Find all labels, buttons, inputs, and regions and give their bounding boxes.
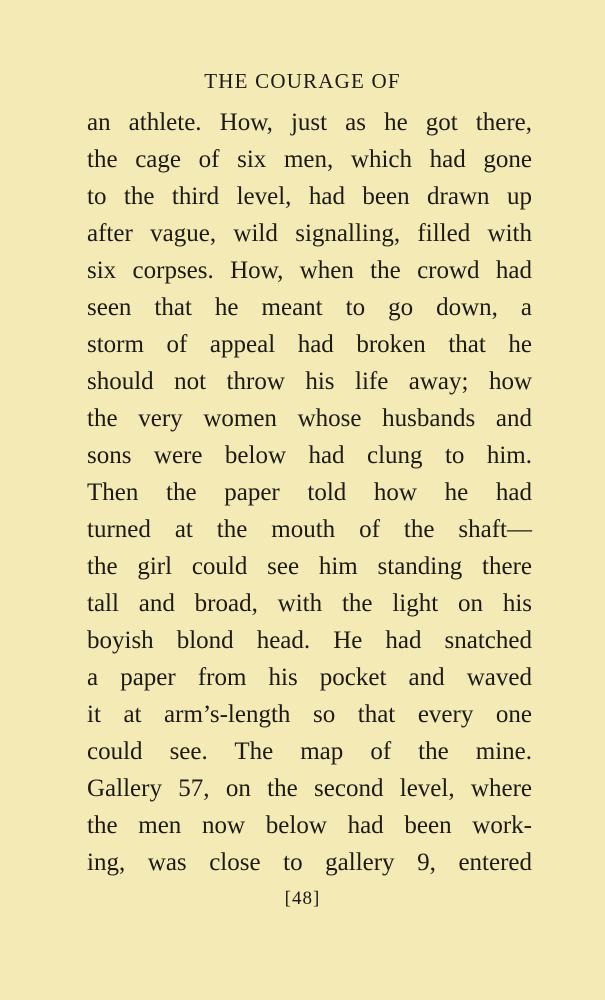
text-line: Then the paper told how he had (87, 479, 532, 506)
text-line: the girl could see him standing there (87, 553, 532, 580)
text-line: should not throw his life away; how (87, 368, 532, 395)
text-line: the men now below had been work- (87, 812, 532, 839)
text-line: the very women whose husbands and (87, 405, 532, 432)
running-head: THE COURAGE OF (204, 69, 401, 93)
text-line: ing, was close to gallery 9, entered (87, 849, 532, 876)
text-line: it at arm’s-length so that every one (87, 701, 532, 728)
text-line: sons were below had clung to him. (87, 442, 532, 469)
text-line: an athlete. How, just as he got there, (87, 109, 532, 136)
text-line: Gallery 57, on the second level, where (87, 775, 532, 802)
text-line: six corpses. How, when the crowd had (87, 257, 532, 284)
text-line: storm of appeal had broken that he (87, 331, 532, 358)
text-line: after vague, wild signalling, filled with (87, 220, 532, 247)
page-number: [48] (284, 888, 321, 909)
text-line: to the third level, had been drawn up (87, 183, 532, 210)
text-line: boyish blond head. He had snatched (87, 627, 532, 654)
text-line: could see. The map of the mine. (87, 738, 532, 765)
text-line: turned at the mouth of the shaft— (87, 516, 532, 543)
body-text (87, 104, 532, 881)
text-line: the cage of six men, which had gone (87, 146, 532, 173)
text-line: a paper from his pocket and waved (87, 664, 532, 691)
text-line: tall and broad, with the light on his (87, 590, 532, 617)
text-line: seen that he meant to go down, a (87, 294, 532, 321)
